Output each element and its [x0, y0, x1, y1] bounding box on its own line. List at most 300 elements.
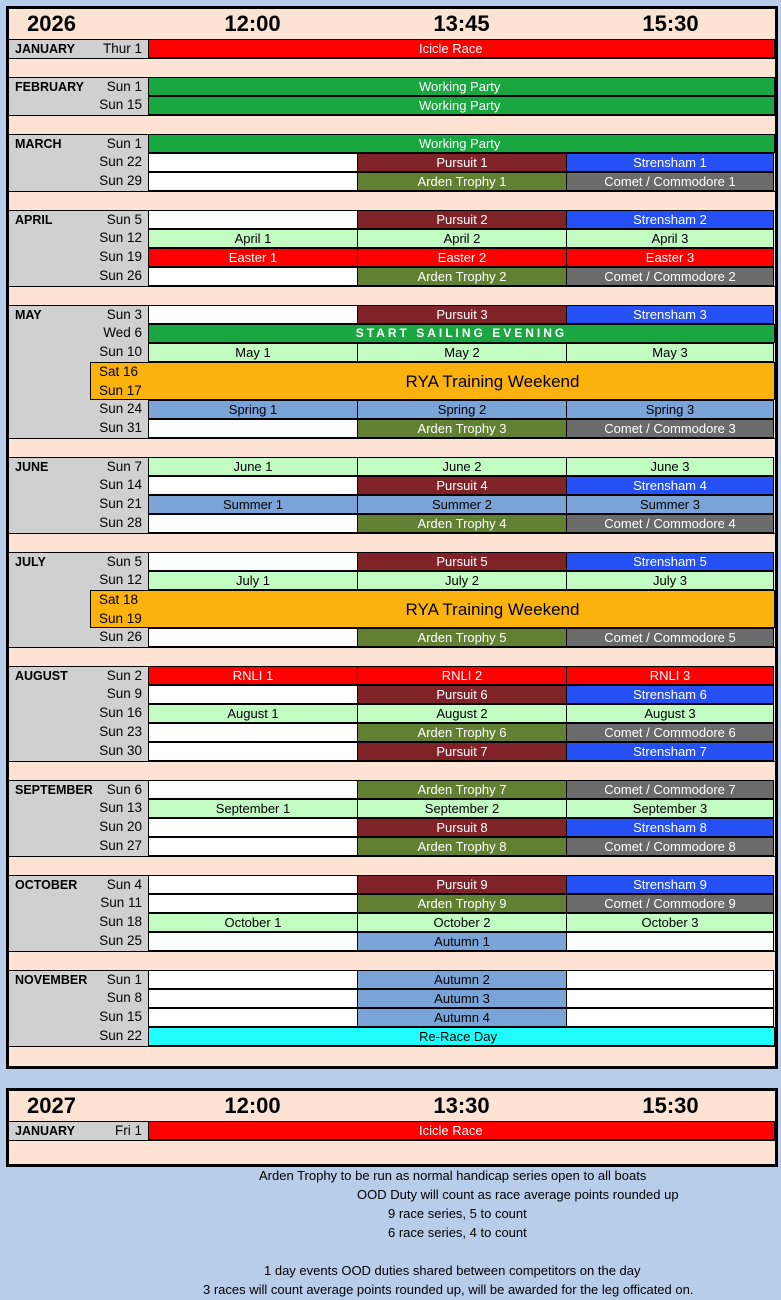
training-weekend-event[interactable] — [90, 362, 775, 400]
event-cell[interactable]: Comet / Commodore 5 — [566, 628, 774, 647]
event-span-cell[interactable]: Re-Race Day — [148, 1027, 775, 1046]
event-cell[interactable]: October 2 — [357, 913, 567, 932]
event-cell[interactable]: Arden Trophy 7 — [357, 780, 567, 799]
calendar-row — [9, 818, 775, 837]
row-label — [9, 134, 148, 154]
day-label: Sun 9 — [106, 686, 142, 701]
row-label — [9, 685, 148, 704]
event-cell[interactable]: Summer 1 — [148, 495, 358, 514]
event-cell[interactable]: Comet / Commodore 9 — [566, 894, 774, 913]
spacer-row — [9, 191, 775, 210]
note-7: 3 races will count average points rounded up, will be awarded for the leg officated on. — [203, 1282, 694, 1297]
time-header: 13:30 — [433, 1093, 490, 1118]
calendar-row — [9, 628, 775, 647]
event-cell[interactable]: Pursuit 2 — [357, 210, 567, 229]
event-cell[interactable]: Pursuit 6 — [357, 685, 567, 704]
day-label: Sun 26 — [99, 268, 142, 283]
calendar-row — [9, 172, 775, 191]
event-cell[interactable]: June 2 — [357, 457, 567, 476]
event-cell[interactable]: Strensham 3 — [566, 305, 774, 324]
day-label: Sun 1 — [106, 79, 142, 94]
event-cell[interactable]: Spring 3 — [566, 400, 774, 419]
note-4: 6 race series, 4 to count — [388, 1225, 527, 1240]
event-label: RYA Training Weekend — [405, 372, 580, 391]
event-cell[interactable]: July 1 — [148, 571, 358, 590]
calendar-2027 — [6, 1088, 778, 1167]
event-cell[interactable]: May 3 — [566, 343, 774, 362]
event-cell[interactable]: Strensham 6 — [566, 685, 774, 704]
event-cell[interactable]: Easter 2 — [357, 248, 567, 267]
month-name: JUNE — [15, 460, 49, 474]
day-label: Sun 20 — [99, 819, 142, 834]
day-label: Sun 19 — [99, 611, 142, 626]
event-cells — [148, 514, 775, 533]
day-label: Thur 1 — [102, 41, 142, 56]
row-label — [9, 476, 148, 495]
event-cells — [148, 419, 775, 438]
event-cell[interactable]: Arden Trophy 9 — [357, 894, 567, 913]
event-cell[interactable]: Strensham 7 — [566, 742, 774, 761]
calendar-2026 — [6, 6, 778, 1069]
day-label: Sun 10 — [99, 344, 142, 359]
row-label — [9, 1027, 148, 1046]
day-label: Sun 15 — [99, 97, 142, 112]
day-label: Sun 21 — [99, 496, 142, 511]
event-cell[interactable]: Comet / Commodore 4 — [566, 514, 774, 533]
event-cell[interactable] — [148, 932, 358, 951]
event-cell[interactable] — [566, 1008, 774, 1027]
calendar-row — [9, 932, 775, 951]
event-cell[interactable]: August 1 — [148, 704, 358, 723]
calendar-row — [9, 913, 775, 932]
event-cell[interactable]: April 1 — [148, 229, 358, 248]
month-name: MAY — [15, 308, 42, 322]
calendar-row — [9, 362, 775, 400]
day-label: Sun 5 — [106, 554, 142, 569]
event-cell[interactable]: Summer 3 — [566, 495, 774, 514]
event-cell[interactable]: Pursuit 8 — [357, 818, 567, 837]
calendar-row — [9, 742, 775, 761]
event-cells — [148, 989, 775, 1008]
row-label — [9, 875, 148, 895]
event-cells — [148, 229, 775, 248]
row-label — [9, 628, 148, 647]
spacer-row — [9, 761, 775, 780]
row-label — [9, 932, 148, 951]
event-cell[interactable]: September 2 — [357, 799, 567, 818]
year-label: 2027 — [27, 1093, 76, 1118]
calendar-row — [9, 495, 775, 514]
day-label: Sun 3 — [106, 307, 142, 322]
calendar-row — [9, 590, 775, 628]
event-cell[interactable]: Autumn 1 — [357, 932, 567, 951]
event-cell[interactable]: Strensham 9 — [566, 875, 774, 894]
row-label — [9, 989, 148, 1008]
event-cell[interactable]: Comet / Commodore 6 — [566, 723, 774, 742]
month-name: NOVEMBER — [15, 973, 88, 987]
calendar-row — [9, 571, 775, 590]
day-label: Sun 29 — [99, 173, 142, 188]
event-cell[interactable]: October 3 — [566, 913, 774, 932]
row-label — [9, 172, 148, 191]
day-label: Fri 1 — [115, 1123, 142, 1138]
day-label: Sun 24 — [99, 401, 142, 416]
month-name: JANUARY — [15, 42, 75, 56]
event-cells — [148, 970, 775, 989]
event-cell[interactable]: Pursuit 3 — [357, 305, 567, 324]
event-cell[interactable] — [148, 970, 358, 989]
spacer-row — [9, 951, 775, 970]
row-label — [9, 970, 148, 990]
event-cell[interactable]: June 1 — [148, 457, 358, 476]
row-label — [9, 419, 148, 438]
event-cells — [148, 552, 775, 571]
event-cell[interactable]: RNLI 2 — [357, 666, 567, 685]
calendar-row — [9, 305, 775, 324]
spacer-row — [9, 856, 775, 875]
event-cells — [148, 837, 775, 856]
event-cell[interactable]: August 2 — [357, 704, 567, 723]
day-label: Sun 12 — [99, 572, 142, 587]
event-cell[interactable]: August 3 — [566, 704, 774, 723]
calendar-row — [9, 704, 775, 723]
calendar-row — [9, 267, 775, 286]
event-cells — [148, 476, 775, 495]
event-span-cell[interactable]: Icicle Race — [148, 39, 775, 58]
calendar-row — [9, 1008, 775, 1027]
calendar-row — [9, 514, 775, 533]
event-cells — [148, 96, 775, 115]
event-cell[interactable] — [148, 685, 358, 704]
event-cell[interactable]: Arden Trophy 3 — [357, 419, 567, 438]
event-span-cell[interactable]: Working Party — [148, 134, 775, 153]
row-label — [9, 799, 148, 818]
training-weekend-event[interactable] — [90, 590, 775, 628]
note-1: Arden Trophy to be run as normal handicap series open to all boats — [259, 1168, 647, 1183]
header-row — [9, 9, 775, 39]
event-cells — [148, 685, 775, 704]
day-label: Sat 16 — [99, 364, 139, 379]
event-cell[interactable]: September 1 — [148, 799, 358, 818]
calendar-row — [9, 1121, 775, 1140]
event-cells — [148, 267, 775, 286]
event-cell[interactable]: May 2 — [357, 343, 567, 362]
day-label: Sun 18 — [99, 914, 142, 929]
event-cell[interactable]: Summer 2 — [357, 495, 567, 514]
event-cell[interactable]: Autumn 3 — [357, 989, 567, 1008]
row-label — [9, 723, 148, 742]
row-label — [9, 742, 148, 761]
event-cells — [148, 913, 775, 932]
event-cell[interactable] — [148, 419, 358, 438]
row-label — [9, 913, 148, 932]
day-label: Sun 11 — [100, 895, 142, 910]
row-label — [9, 514, 148, 533]
event-cell[interactable]: Comet / Commodore 3 — [566, 419, 774, 438]
event-span-cell[interactable]: Working Party — [148, 77, 775, 96]
event-cells — [148, 1008, 775, 1027]
calendar-row — [9, 970, 775, 989]
event-cell[interactable]: Pursuit 9 — [357, 875, 567, 894]
row-label — [9, 894, 148, 913]
event-cell[interactable] — [148, 172, 358, 191]
event-cell[interactable]: Arden Trophy 6 — [357, 723, 567, 742]
event-cell[interactable] — [148, 894, 358, 913]
event-cell[interactable]: Arden Trophy 2 — [357, 267, 567, 286]
row-label — [9, 96, 148, 115]
calendar-row — [9, 343, 775, 362]
time-header: 12:00 — [224, 11, 281, 36]
calendar-row — [9, 666, 775, 685]
row-label — [9, 324, 148, 343]
event-cell[interactable] — [148, 628, 358, 647]
day-label: Sun 17 — [99, 383, 142, 398]
event-cell[interactable] — [148, 153, 358, 172]
event-cells — [148, 457, 775, 476]
event-cells — [148, 77, 775, 96]
event-cell[interactable]: Arden Trophy 4 — [357, 514, 567, 533]
month-name: JULY — [15, 555, 46, 569]
day-label: Sun 12 — [99, 230, 142, 245]
event-cell[interactable]: Easter 1 — [148, 248, 358, 267]
calendar-row — [9, 210, 775, 229]
event-cell[interactable] — [148, 210, 358, 229]
event-cell[interactable] — [148, 875, 358, 894]
calendar-row — [9, 324, 775, 343]
event-label: RYA Training Weekend — [405, 600, 580, 619]
day-label: Sun 14 — [99, 477, 142, 492]
event-cell[interactable]: Strensham 1 — [566, 153, 774, 172]
day-label: Sun 19 — [99, 249, 142, 264]
event-cells — [148, 324, 775, 343]
event-cells — [148, 400, 775, 419]
event-cells — [148, 742, 775, 761]
event-cells — [148, 1027, 775, 1046]
event-cells — [148, 894, 775, 913]
event-cells — [148, 134, 775, 153]
row-label — [9, 343, 148, 362]
calendar-row — [9, 248, 775, 267]
note-2: OOD Duty will count as race average points rounded up — [357, 1187, 679, 1202]
event-cells — [148, 305, 775, 324]
month-name: OCTOBER — [15, 878, 78, 892]
event-span-cell[interactable]: START SAILING EVENING — [148, 324, 775, 343]
event-cell[interactable]: Comet / Commodore 8 — [566, 837, 774, 856]
row-label — [9, 495, 148, 514]
day-label: Wed 6 — [103, 325, 142, 340]
month-name: SEPTEMBER — [15, 783, 93, 797]
event-cell[interactable] — [148, 476, 358, 495]
event-cell[interactable]: Arden Trophy 1 — [357, 172, 567, 191]
event-cells — [148, 248, 775, 267]
event-cell[interactable] — [148, 780, 358, 799]
event-cell[interactable]: Arden Trophy 8 — [357, 837, 567, 856]
row-label — [9, 704, 148, 723]
spacer-row — [9, 533, 775, 552]
spacer-row — [9, 1046, 775, 1065]
event-cell[interactable]: Comet / Commodore 7 — [566, 780, 774, 799]
event-cells — [148, 571, 775, 590]
spacer-row — [9, 438, 775, 457]
day-label: Sun 13 — [99, 800, 142, 815]
row-label — [9, 818, 148, 837]
event-cells — [148, 666, 775, 685]
event-cell[interactable] — [148, 305, 358, 324]
day-label: Sun 25 — [99, 933, 142, 948]
event-cells — [148, 875, 775, 894]
event-cell[interactable] — [148, 742, 358, 761]
calendar-row — [9, 39, 775, 58]
event-cell[interactable] — [148, 818, 358, 837]
row-label — [9, 552, 148, 572]
time-header: 13:45 — [433, 11, 490, 36]
row-label — [9, 267, 148, 286]
header-row — [9, 1091, 775, 1121]
calendar-row — [9, 723, 775, 742]
day-label: Sun 7 — [106, 459, 142, 474]
event-cell[interactable] — [148, 552, 358, 571]
day-label: Sun 1 — [106, 136, 142, 151]
event-cell[interactable]: Comet / Commodore 1 — [566, 172, 774, 191]
event-cells — [148, 172, 775, 191]
day-label: Sun 4 — [106, 877, 142, 892]
row-label — [9, 305, 148, 325]
event-cell[interactable] — [566, 970, 774, 989]
calendar-row — [9, 875, 775, 894]
row-label — [9, 837, 148, 856]
event-cells — [148, 723, 775, 742]
calendar-row — [9, 457, 775, 476]
event-cell[interactable]: April 2 — [357, 229, 567, 248]
day-label: Sun 8 — [106, 990, 142, 1005]
event-cell[interactable]: Pursuit 7 — [357, 742, 567, 761]
event-cell[interactable] — [566, 932, 774, 951]
event-span-cell[interactable]: Working Party — [148, 96, 775, 115]
row-label — [9, 229, 148, 248]
event-cell[interactable]: July 2 — [357, 571, 567, 590]
event-cell[interactable]: Pursuit 1 — [357, 153, 567, 172]
calendar-row — [9, 1027, 775, 1046]
event-cell[interactable] — [148, 514, 358, 533]
event-span-cell[interactable]: Icicle Race — [148, 1121, 775, 1140]
day-label: Sun 15 — [99, 1009, 142, 1024]
event-cell[interactable]: May 1 — [148, 343, 358, 362]
event-cells — [148, 628, 775, 647]
event-cell[interactable] — [148, 267, 358, 286]
event-cell[interactable]: Pursuit 5 — [357, 552, 567, 571]
month-name: JANUARY — [15, 1124, 75, 1138]
event-cell[interactable]: RNLI 1 — [148, 666, 358, 685]
event-cell[interactable]: Strensham 8 — [566, 818, 774, 837]
day-label: Sun 26 — [99, 629, 142, 644]
event-cells — [148, 799, 775, 818]
month-name: AUGUST — [15, 669, 68, 683]
year-label: 2026 — [27, 11, 76, 36]
row-label — [9, 400, 148, 419]
calendar-row — [9, 837, 775, 856]
event-cell[interactable]: Strensham 2 — [566, 210, 774, 229]
event-cell[interactable]: Pursuit 4 — [357, 476, 567, 495]
event-cells — [148, 39, 775, 58]
event-cell[interactable] — [148, 837, 358, 856]
time-header: 15:30 — [642, 1093, 699, 1118]
row-label — [9, 77, 148, 97]
event-cell[interactable]: Autumn 2 — [357, 970, 567, 989]
day-label: Sun 1 — [106, 972, 142, 987]
event-cells — [148, 153, 775, 172]
event-cell[interactable]: October 1 — [148, 913, 358, 932]
calendar-row — [9, 476, 775, 495]
note-6: 1 day events OOD duties shared between competitors on the day — [264, 1263, 641, 1278]
event-cells — [148, 780, 775, 799]
row-label — [9, 248, 148, 267]
event-cell[interactable]: Spring 2 — [357, 400, 567, 419]
event-cells — [148, 818, 775, 837]
event-cell[interactable]: Easter 3 — [566, 248, 774, 267]
event-cells — [148, 495, 775, 514]
month-name: MARCH — [15, 137, 62, 151]
event-cell[interactable]: Arden Trophy 5 — [357, 628, 567, 647]
event-cell[interactable]: April 3 — [566, 229, 774, 248]
calendar-row — [9, 229, 775, 248]
event-cell[interactable]: June 3 — [566, 457, 774, 476]
calendar-row — [9, 153, 775, 172]
spacer-row — [9, 647, 775, 666]
calendar-row — [9, 96, 775, 115]
row-label — [9, 666, 148, 686]
event-cell[interactable]: RNLI 3 — [566, 666, 774, 685]
day-label: Sun 2 — [106, 668, 142, 683]
calendar-row — [9, 989, 775, 1008]
day-label: Sun 6 — [106, 782, 142, 797]
time-header: 15:30 — [642, 11, 699, 36]
day-label: Sat 18 — [99, 592, 139, 607]
day-label: Sun 22 — [99, 154, 142, 169]
day-label: Sun 31 — [99, 420, 142, 435]
event-cell[interactable]: July 3 — [566, 571, 774, 590]
day-label: Sun 30 — [99, 743, 142, 758]
calendar-row — [9, 400, 775, 419]
event-cell[interactable] — [148, 989, 358, 1008]
day-label: Sun 16 — [99, 705, 142, 720]
day-label: Sun 27 — [99, 838, 142, 853]
event-cell[interactable]: Spring 1 — [148, 400, 358, 419]
calendar-row — [9, 419, 775, 438]
event-cell[interactable] — [148, 1008, 358, 1027]
row-label — [9, 780, 148, 800]
calendar-row — [9, 780, 775, 799]
event-cells — [148, 1121, 775, 1140]
row-label — [9, 571, 148, 590]
event-cells — [148, 210, 775, 229]
event-cell[interactable]: September 3 — [566, 799, 774, 818]
event-cell[interactable] — [566, 989, 774, 1008]
spacer-row — [9, 115, 775, 134]
day-label: Sun 28 — [99, 515, 142, 530]
event-cell[interactable]: Autumn 4 — [357, 1008, 567, 1027]
event-cells — [148, 343, 775, 362]
event-cell[interactable] — [148, 723, 358, 742]
spacer-row — [9, 286, 775, 305]
calendar-row — [9, 799, 775, 818]
event-cell[interactable]: Comet / Commodore 2 — [566, 267, 774, 286]
calendar-row — [9, 134, 775, 153]
calendar-row — [9, 685, 775, 704]
event-cell[interactable]: Strensham 5 — [566, 552, 774, 571]
event-cell[interactable]: Strensham 4 — [566, 476, 774, 495]
month-name: FEBRUARY — [15, 80, 84, 94]
row-label — [9, 210, 148, 230]
